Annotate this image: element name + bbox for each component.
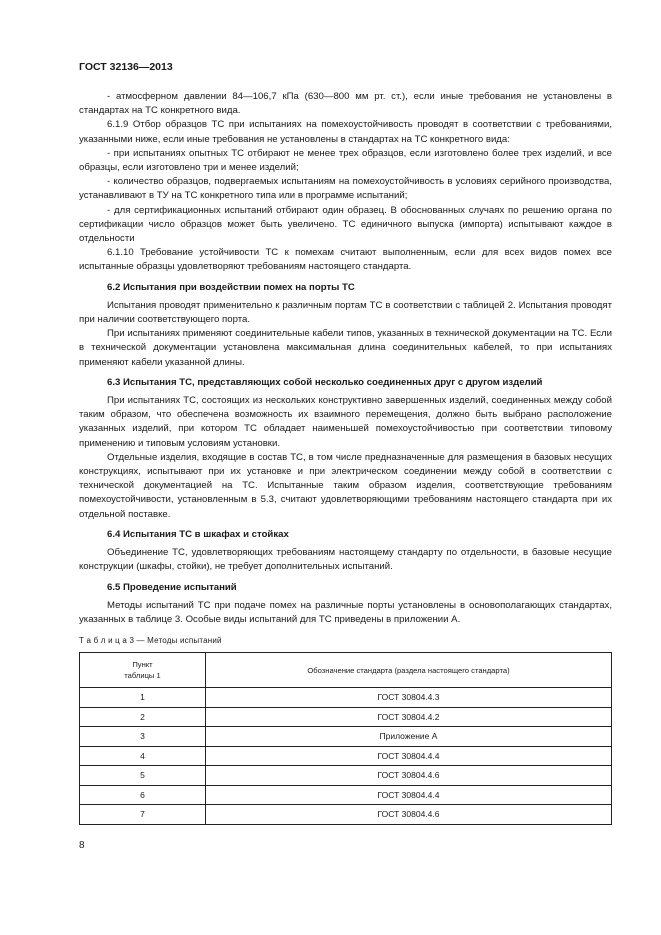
row-standard: ГОСТ 30804.4.6 [206,766,612,786]
paragraph: - для сертификационных испытаний отбирают один образец. В обоснованных случаях по решению органа по сертификации число образцов может быть увеличено. ТС единичного выпуска (импорта) испытывают каждое в отдельности [79,204,612,245]
paragraph: Объединение ТС, удовлетворяющих требованиям настоящему стандарту по отдельности, в базовые несущие конструкции (шкафы, стойки), не требует дополнительных испытаний. [79,547,612,573]
document-header: ГОСТ 32136—2013 [79,61,173,73]
paragraph: Методы испытаний ТС при подаче помех на различные порты установлены в основополагающих стандартах, указанных в таблице 3. Особые виды испытаний для ТС приведены в приложении А. [79,599,612,625]
paragraph: При испытаниях ТС, состоящих из нескольких конструктивно завершенных изделий, соединенных между собой таким образом, что обеспечена возможность их взаимного перемещения, должно быть выбрано расположение указанных изделий, при котором ТС обладает наименьшей помехоустойчивостью при соответствии типовому применению и типовым условиям установки. [79,395,612,449]
table-row [80,805,612,825]
paragraph: Испытания проводят применительно к различным портам ТС в соответствии с таблицей 2. Испытания проводят при наличии соответствующего порта. [79,299,612,326]
table-row [80,727,612,747]
table-header-row [80,653,612,688]
section-heading: 6.2 Испытания при воздействии помех на порты ТС [107,281,355,293]
section-heading: 6.3 Испытания ТС, представляющих собой несколько соединенных друг с другом изделий [107,376,543,388]
row-item: 6 [80,785,206,805]
section-heading: 6.4 Испытания ТС в шкафах и стойках [107,528,289,540]
table-row [80,746,612,766]
row-standard: ГОСТ 30804.4.2 [206,707,612,727]
paragraph: 6.1.10 Требование устойчивости ТС к помехам считают выполненным, если для всех видов помех все испытанные образцы удовлетворяют требованиям настоящего стандарта. [79,247,612,273]
row-standard: ГОСТ 30804.4.6 [206,805,612,825]
row-standard: ГОСТ 30804.4.3 [206,688,612,708]
col-standard-header: Обозначение стандарта (раздела настоящего стандарта) [206,653,612,688]
table-row [80,688,612,708]
section-heading: 6.5 Проведение испытаний [107,581,237,593]
row-standard: ГОСТ 30804.4.4 [206,746,612,766]
paragraph: - количество образцов, подвергаемых испытаниям на помехоустойчивость в условиях серийного производства, устанавливают в ТУ на ТС конкретного типа или в программе испытаний; [79,176,612,202]
table-row [80,785,612,805]
table-row [80,707,612,727]
row-standard: Приложение А [206,727,612,747]
row-item: 3 [80,727,206,747]
row-item: 4 [80,746,206,766]
paragraph: При испытаниях применяют соединительные кабели типов, указанных в технической документации на ТС. Если в технической документации установлена максимальная длина соединительных кабелей, то при испытаниях применяют кабели указанной длины. [79,328,612,368]
methods-table [79,652,612,825]
paragraph: - при испытаниях опытных ТС отбирают не менее трех образцов, если изготовлено более трех изделий, и все образцы, если изготовлено три и менее изделий; [79,147,612,174]
table-caption: Т а б л и ц а 3 — Методы испытаний [79,636,222,646]
paragraph: Отдельные изделия, входящие в состав ТС, в том числе предназначенные для размещения в базовых несущих конструкциях, испытывают при их установке и при электрическом соединении между собой в соответствии с технической документацией на ТС. Испытанные таким образом изделия, соответствующие требованиям помехоустойчивости, установленным в 5.3, считают удовлетворяющими требованиям настоящего стандарта при их отдельной поставке. [79,451,612,520]
row-item: 1 [80,688,206,708]
col-item-header-line1: Пункт [132,660,153,670]
row-item: 2 [80,707,206,727]
table-row [80,766,612,786]
paragraph: - атмосферном давлении 84—106,7 кПа (630—800 мм рт. ст.), если иные требования не установлены в стандартах на ТС конкретного вида. [79,91,612,117]
col-item-header-line2: таблицы 1 [124,671,161,681]
row-item: 5 [80,766,206,786]
row-item: 7 [80,805,206,825]
row-standard: ГОСТ 30804.4.4 [206,785,612,805]
page-number: 8 [79,840,85,851]
page-content [79,90,612,825]
col-item-header [80,653,206,688]
paragraph: 6.1.9 Отбор образцов ТС при испытаниях на помехоустойчивость проводят в соответствии с требованиями, указанными ниже, если иные требования не установлены в стандартах на ТС конкретного вида: [79,119,612,145]
